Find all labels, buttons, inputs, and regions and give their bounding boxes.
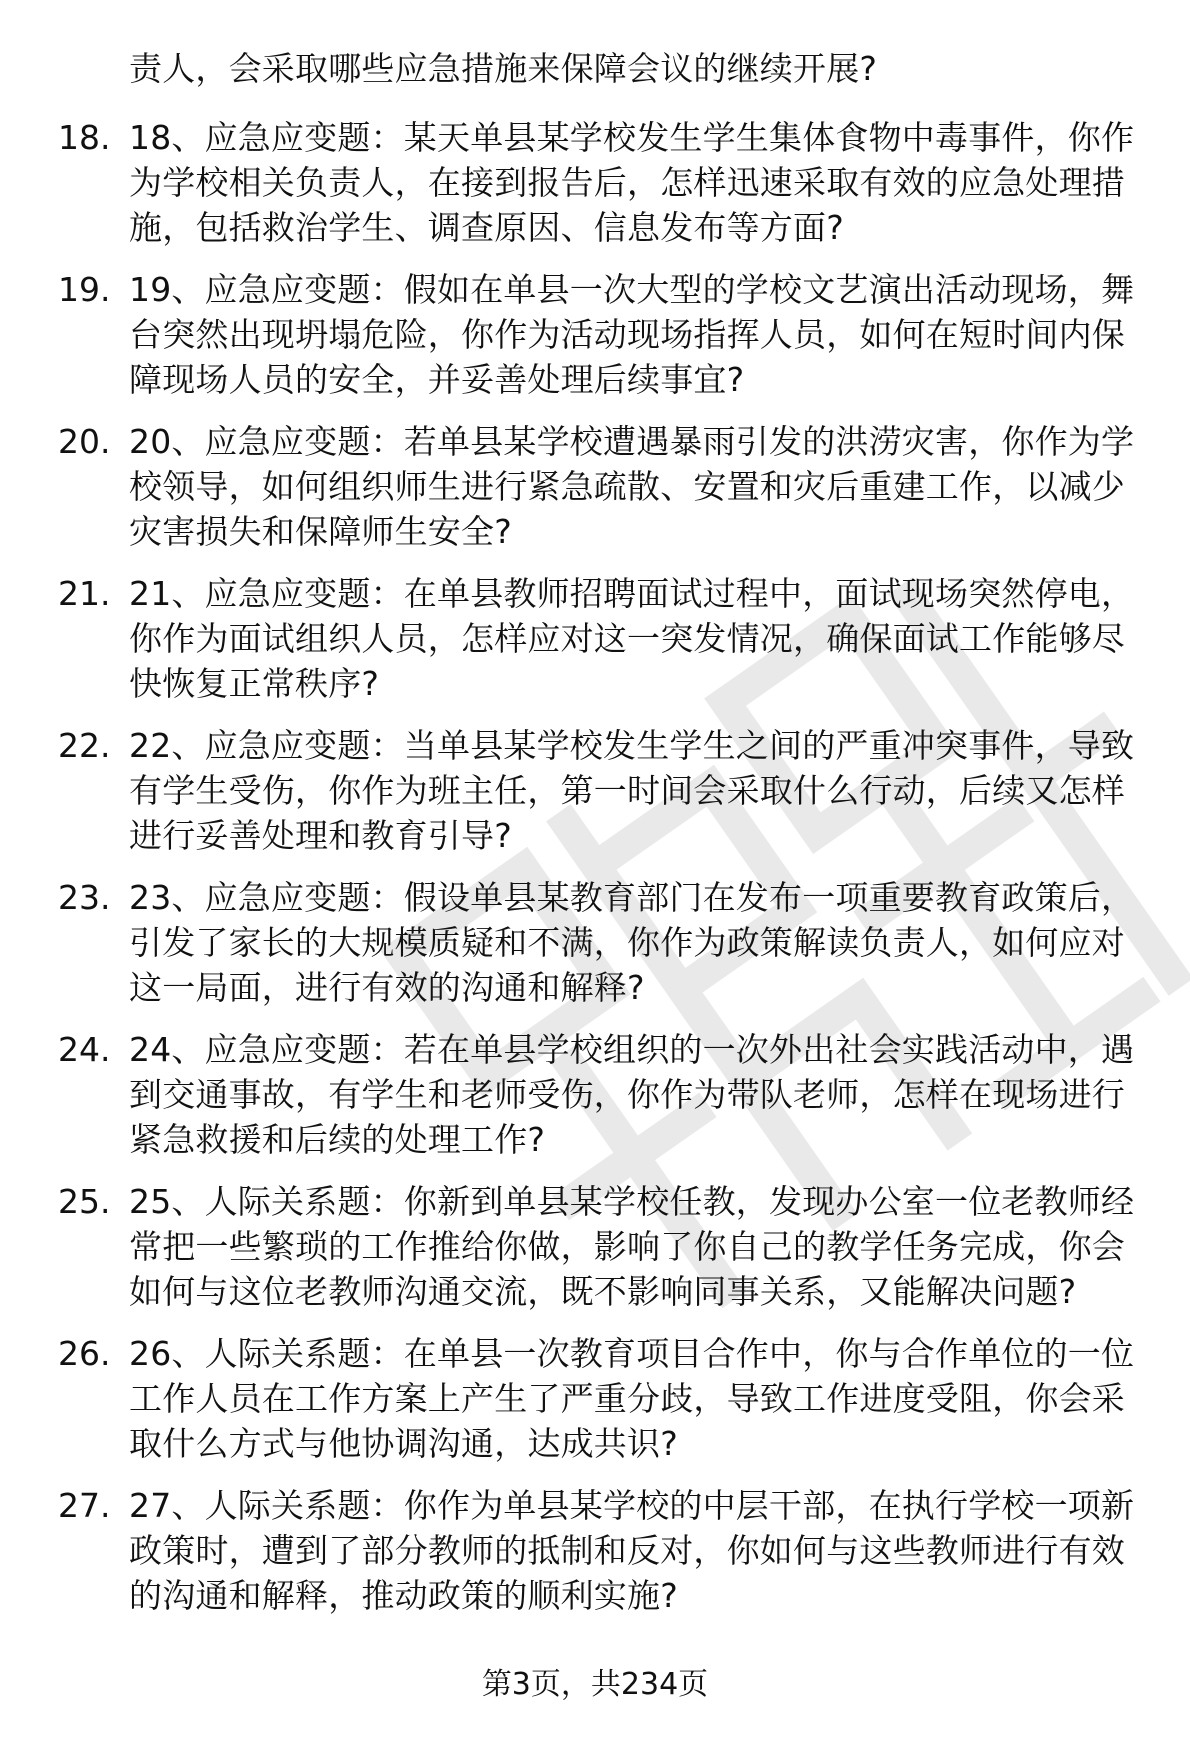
question-text: 27、人际关系题：你作为单县某学校的中层干部，在执行学校一项新政策时，遭到了部分教师的抵制和反对，你如何与这些教师进行有效的沟通和解释，推动政策的顺利实施? xyxy=(129,1486,1135,1615)
question-text: 18、应急应变题：某天单县某学校发生学生集体食物中毒事件，你作为学校相关负责人，在接到报告后，怎样迅速采取有效的应急处理措施，包括救治学生、调查原因、信息发布等方面? xyxy=(129,118,1135,247)
question-text: 21、应急应变题：在单县教师招聘面试过程中，面试现场突然停电，你作为面试组织人员，怎样应对这一突发情况，确保面试工作能够尽快恢复正常秩序? xyxy=(129,574,1135,703)
question-number: 24. xyxy=(58,1030,111,1069)
question-text: 24、应急应变题：若在单县学校组织的一次外出社会实践活动中，遇到交通事故，有学生和老师受伤，你作为带队老师，怎样在现场进行紧急救援和后续的处理工作? xyxy=(129,1030,1135,1159)
list-item xyxy=(0,267,1190,402)
list-item xyxy=(0,1027,1190,1162)
list-item xyxy=(0,1179,1190,1314)
question-number: 25. xyxy=(58,1182,111,1221)
question-text: 26、人际关系题：在单县一次教育项目合作中，你与合作单位的一位工作人员在工作方案上产生了严重分歧，导致工作进度受阻，你会采取什么方式与他协调沟通，达成共识? xyxy=(129,1334,1135,1463)
question-number: 26. xyxy=(58,1334,111,1373)
page-footer: 第3页，共234页 xyxy=(481,1667,709,1702)
list-item xyxy=(0,1331,1190,1466)
question-text: 20、应急应变题：若单县某学校遭遇暴雨引发的洪涝灾害，你作为学校领导，如何组织师生进行紧急疏散、安置和灾后重建工作，以减少灾害损失和保障师生安全? xyxy=(129,422,1135,551)
question-text: 23、应急应变题：假设单县某教育部门在发布一项重要教育政策后，引发了家长的大规模质疑和不满，你作为政策解读负责人，如何应对这一局面，进行有效的沟通和解释? xyxy=(129,878,1135,1007)
question-list xyxy=(0,115,1190,1635)
list-item xyxy=(0,571,1190,706)
list-item xyxy=(0,723,1190,858)
question-number: 27. xyxy=(58,1486,111,1525)
question-number: 19. xyxy=(58,270,111,309)
continuation-text: 责人，会采取哪些应急措施来保障会议的继续开展? xyxy=(129,49,878,88)
list-item xyxy=(0,875,1190,1010)
question-number: 21. xyxy=(58,574,111,613)
question-text: 19、应急应变题：假如在单县一次大型的学校文艺演出活动现场，舞台突然出现坍塌危险，你作为活动现场指挥人员，如何在短时间内保障现场人员的安全，并妥善处理后续事宜? xyxy=(129,270,1135,399)
question-text: 25、人际关系题：你新到单县某学校任教，发现办公室一位老教师经常把一些繁琐的工作推给你做，影响了你自己的教学任务完成，你会如何与这位老教师沟通交流，既不影响同事关系，又能解决问题? xyxy=(129,1182,1135,1311)
question-text: 22、应急应变题：当单县某学校发生学生之间的严重冲突事件，导致有学生受伤，你作为班主任，第一时间会采取什么行动，后续又怎样进行妥善处理和教育引导? xyxy=(129,726,1135,855)
list-item xyxy=(0,1483,1190,1618)
question-number: 23. xyxy=(58,878,111,917)
list-item xyxy=(0,419,1190,554)
list-item xyxy=(0,115,1190,250)
question-number: 18. xyxy=(58,118,111,157)
question-number: 20. xyxy=(58,422,111,461)
question-number: 22. xyxy=(58,726,111,765)
